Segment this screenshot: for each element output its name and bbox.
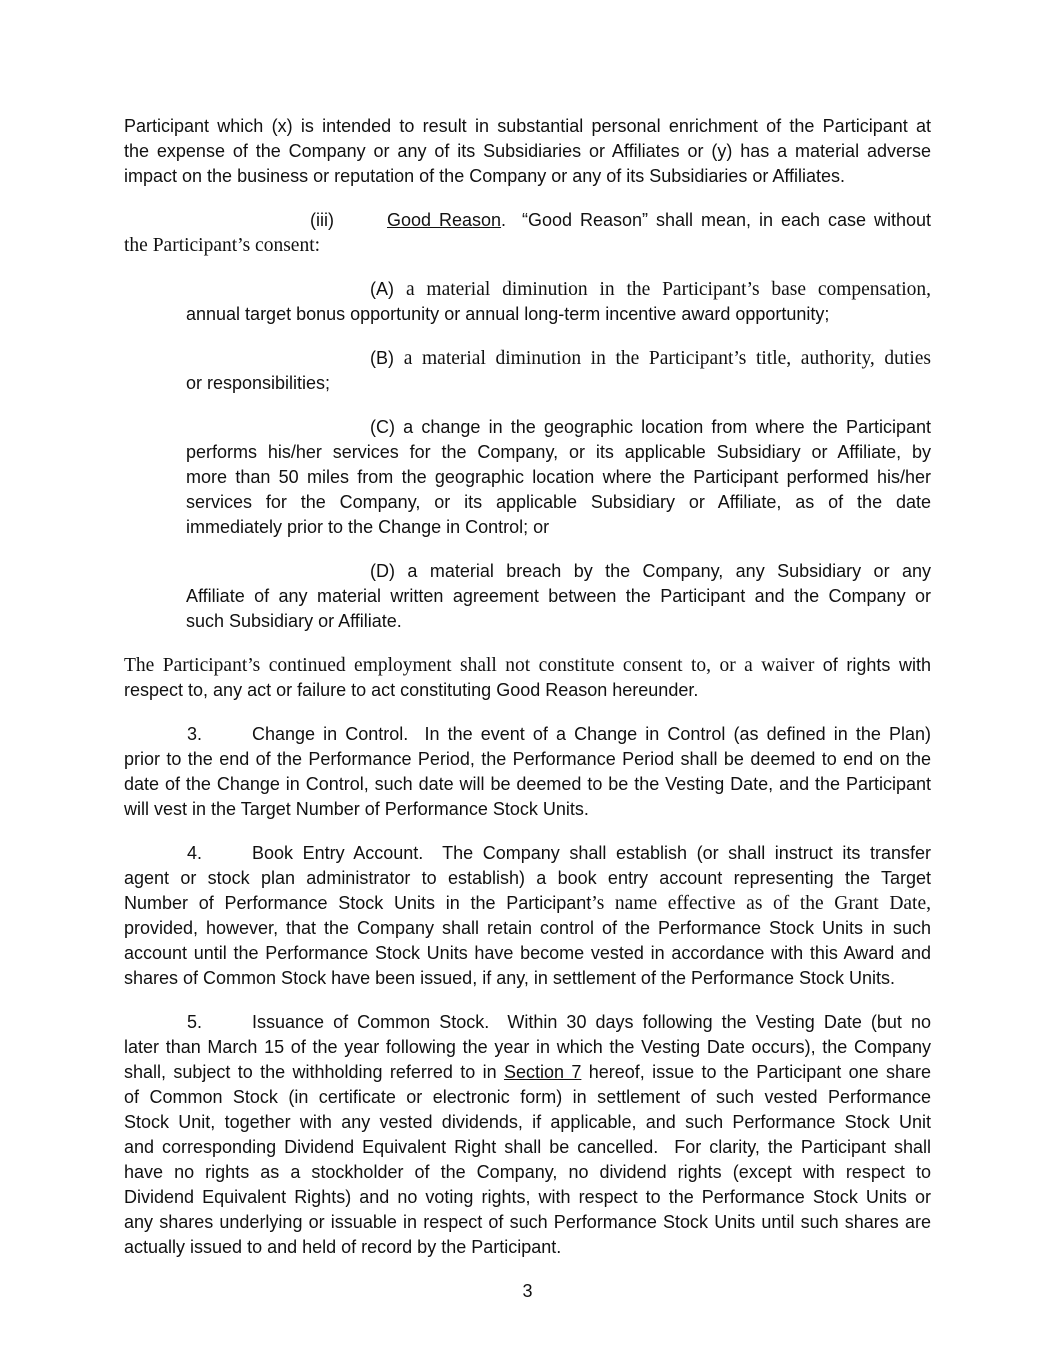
text-line [124,1160,931,1185]
paragraph-section-5-issuance-of-common-stock [124,1010,931,1260]
text-run: 4. [187,843,203,863]
text-run: actually issued to and held of record by the Participant. [124,1237,562,1257]
text-line [186,515,931,540]
text-line [124,797,931,822]
text-run: hereof, issue to the Participant one share [581,1062,931,1082]
text-run: prior to the end of the Performance Period, the Performance Period shall be deemed to end on the [124,749,931,769]
text-line [186,584,931,609]
text-run: the Participant’s consent: [124,235,321,256]
text-run: immediately prior to the Change in Control; or [186,517,550,537]
underlined-text: Good Reason [387,210,502,230]
text-run: more than 50 miles from the geographic location where the Participant performed his/her [186,467,931,487]
text-run: such Subsidiary or Affiliate. [186,611,402,631]
text-line [124,1010,931,1035]
text-run: (C) a change in the geographic location from where the Participant [370,417,931,437]
text-run: and corresponding Dividend Equivalent Right shall be cancelled. For clarity, the Participant shall [124,1137,931,1157]
text-run: annual target bonus opportunity or annual long-term incentive award opportunity; [186,304,830,324]
text-run: Stock Unit, together with any vested dividends, if applicable, and such Performance Stock Unit [124,1112,931,1132]
text-run: Participant which (x) is intended to result in substantial personal enrichment of the Participant at [124,116,931,136]
text-run: (iii) [310,210,334,230]
text-run: (A) [370,279,406,299]
text-run: provided, however, that the Company shall retain control of the Performance Stock Units in such [124,918,931,938]
text-line [124,208,931,233]
text-line [124,1135,931,1160]
text-line [124,139,931,164]
text-line [124,941,931,966]
text-line [124,653,931,678]
text-run: services for the Company, or its applicable Subsidiary or Affiliate, as of the date [186,492,931,512]
paragraph-continued-employment [124,653,931,703]
tab-spacer [334,225,387,226]
text-run: ’s name effective as of the Grant Date, [591,893,931,914]
paragraph-section-4-book-entry-account [124,841,931,991]
text-run: performs his/her services for the Company, or its applicable Subsidiary or Affiliate, by [186,442,931,462]
text-run: The Participant’s continued employment shall not constitute consent to, or a waiver [124,655,823,676]
text-line [186,346,931,371]
text-run: a material diminution in the Participant’s base compensation, [405,279,931,300]
text-run: Issuance of Common Stock. Within 30 days following the Vesting Date (but no [252,1012,931,1032]
text-run: 3. [187,724,203,744]
text-run: shall, subject to the withholding referred to in [124,1062,504,1082]
text-line [186,371,931,396]
tab-spacer [202,739,252,740]
text-line [124,1060,931,1085]
text-run: agent or stock plan administrator to establish) a book entry account representing the Target [124,868,931,888]
text-line [124,1035,931,1060]
text-line [124,114,931,139]
text-run: will vest in the Target Number of Performance Stock Units. [124,799,589,819]
paragraph-clause-b [186,346,931,396]
text-run: of rights with [822,655,931,675]
paragraph-clause-c [186,415,931,540]
text-run: account until the Performance Stock Units have become vested in accordance with this Award and [124,943,931,963]
text-run: . “Good Reason” shall mean, in each case without [501,210,931,230]
document-body [124,114,931,1260]
text-run: Affiliate of any material written agreement between the Participant and the Company or [186,586,931,606]
text-line [124,1210,931,1235]
text-line [124,1185,931,1210]
text-line [124,891,931,916]
text-line [124,1110,931,1135]
paragraph-clause-a [186,277,931,327]
text-run: 5. [187,1012,203,1032]
text-run: (D) a material breach by the Company, any Subsidiary or any [370,561,931,581]
text-line [124,722,931,747]
text-line [124,772,931,797]
text-run: shares of Common Stock have been issued, if any, in settlement of the Performance Stock Units. [124,968,896,988]
text-line [124,1235,931,1260]
text-run: Number of Performance Stock Units in the Participant [124,893,592,913]
paragraph-section-3-change-in-control [124,722,931,822]
text-line [186,415,931,440]
text-run: a material diminution in the Participant’s title, authority, duties [403,348,931,369]
text-run: Book Entry Account. The Company shall establish (or shall instruct its transfer [252,843,931,863]
text-run: have no rights as a stockholder of the Company, no dividend rights (except with respect to [124,1162,931,1182]
text-run: of Common Stock (in certificate or electronic form) in settlement of such vested Performance [124,1087,931,1107]
text-line [124,164,931,189]
text-run: or responsibilities; [186,373,331,393]
underlined-text: Section 7 [503,1062,582,1082]
text-run: Change in Control. In the event of a Change in Control (as defined in the Plan) [252,724,931,744]
text-line [124,916,931,941]
page-number: 3 [522,1281,533,1301]
paragraph-continuation-clause [124,114,931,189]
tab-spacer [202,858,252,859]
text-line [124,747,931,772]
tab-spacer [202,1027,252,1028]
text-line [124,233,931,258]
text-line [186,490,931,515]
text-line [124,966,931,991]
text-run: later than March 15 of the year following the year in which the Vesting Date occurs), the Company [124,1037,931,1057]
text-line [124,678,931,703]
text-line [186,559,931,584]
text-run: any shares underlying or issuable in respect of such Performance Stock Units until such shares are [124,1212,931,1232]
text-run: respect to, any act or failure to act constituting Good Reason hereunder. [124,680,699,700]
text-line [186,277,931,302]
text-run: (B) [370,348,404,368]
text-run: Dividend Equivalent Rights) and no voting rights, with respect to the Performance Stock Units or [124,1187,931,1207]
text-line [186,465,931,490]
paragraph-good-reason-iii [124,208,931,258]
paragraph-clause-d [186,559,931,634]
text-line [186,609,931,634]
text-line [186,302,931,327]
text-run: date of the Change in Control, such date will be deemed to be the Vesting Date, and the Participant [124,774,931,794]
text-run: impact on the business or reputation of the Company or any of its Subsidiaries or Affiliates. [124,166,846,186]
text-line [186,440,931,465]
text-line [124,866,931,891]
text-line [124,1085,931,1110]
text-line [124,841,931,866]
text-run: the expense of the Company or any of its Subsidiaries or Affiliates or (y) has a material adverse [124,141,931,161]
